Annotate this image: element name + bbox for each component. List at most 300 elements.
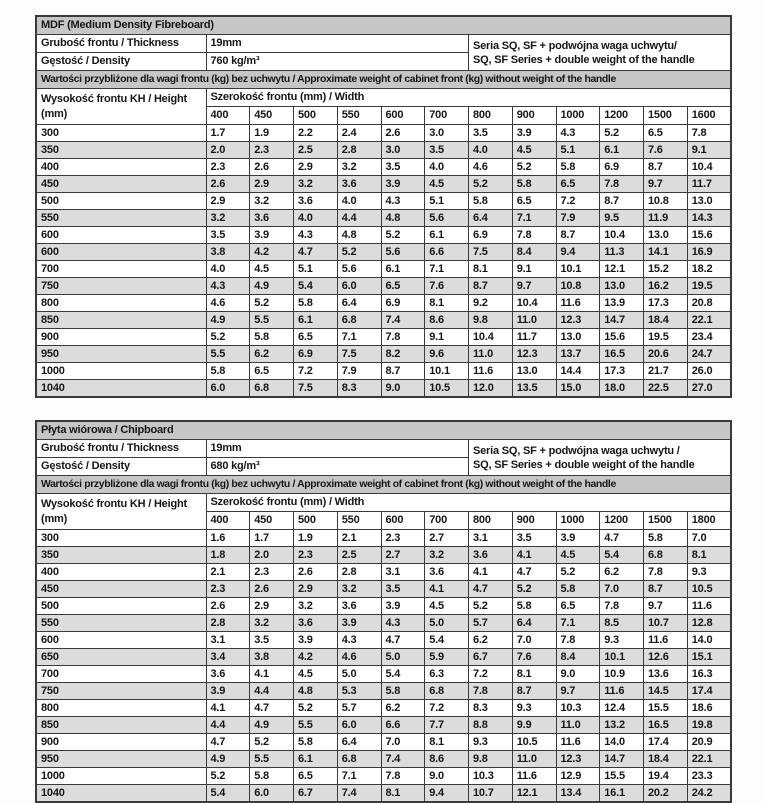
table-row	[36, 261, 731, 278]
row-height-label: 1040	[36, 380, 206, 398]
weight-cell: 22.1	[687, 312, 731, 329]
weight-cell: 12.3	[556, 312, 600, 329]
weight-cell: 13.0	[687, 193, 731, 210]
weight-cell: 6.0	[206, 380, 250, 398]
weight-cell: 7.7	[425, 717, 469, 734]
weight-cell: 4.1	[425, 581, 469, 598]
weight-cell: 7.5	[469, 244, 513, 261]
weight-cell: 11.6	[687, 598, 731, 615]
weight-cell: 21.7	[644, 363, 688, 380]
weight-cell: 6.5	[381, 278, 425, 295]
weight-cell: 4.9	[206, 312, 250, 329]
weight-cell: 10.1	[600, 649, 644, 666]
weight-cell: 5.2	[512, 581, 556, 598]
weight-cell: 12.1	[512, 785, 556, 803]
weight-cell: 6.5	[250, 363, 294, 380]
weight-cell: 6.1	[600, 142, 644, 159]
weight-cell: 11.0	[512, 312, 556, 329]
weight-cell: 8.1	[425, 295, 469, 312]
weight-cell: 3.4	[206, 649, 250, 666]
weight-cell: 10.9	[600, 666, 644, 683]
weight-cell: 6.2	[469, 632, 513, 649]
weight-cell: 2.6	[206, 176, 250, 193]
row-height-label: 300	[36, 530, 206, 547]
weight-cell: 7.1	[556, 615, 600, 632]
weight-cell: 6.9	[600, 159, 644, 176]
weight-cell: 20.8	[687, 295, 731, 312]
weight-cell: 4.7	[250, 700, 294, 717]
weight-cell: 9.2	[469, 295, 513, 312]
weight-cell: 2.0	[206, 142, 250, 159]
weight-cell: 7.0	[381, 734, 425, 751]
weight-cell: 3.8	[206, 244, 250, 261]
weight-cell: 2.5	[337, 547, 381, 564]
weight-cell: 7.1	[337, 329, 381, 346]
row-height-label: 700	[36, 666, 206, 683]
weight-cell: 5.4	[206, 785, 250, 803]
weight-cell: 9.0	[425, 768, 469, 785]
weight-cell: 10.4	[687, 159, 731, 176]
table-row	[36, 768, 731, 785]
weight-cell: 13.4	[556, 785, 600, 803]
weight-cell: 3.2	[337, 581, 381, 598]
weight-cell: 7.0	[600, 581, 644, 598]
weight-cell: 17.3	[644, 295, 688, 312]
weight-cell: 6.1	[294, 312, 338, 329]
weight-cell: 2.3	[250, 564, 294, 581]
width-column-header: 500	[294, 512, 338, 530]
weight-cell: 5.1	[294, 261, 338, 278]
weight-cell: 6.8	[250, 380, 294, 398]
weight-cell: 5.8	[294, 295, 338, 312]
row-height-label: 450	[36, 176, 206, 193]
table-row	[36, 244, 731, 261]
weight-cell: 19.8	[687, 717, 731, 734]
weight-cell: 5.5	[206, 346, 250, 363]
weight-cell: 8.5	[600, 615, 644, 632]
weight-cell: 7.8	[600, 176, 644, 193]
weight-cell: 3.1	[381, 564, 425, 581]
table-row	[36, 666, 731, 683]
weight-cell: 4.7	[206, 734, 250, 751]
weight-cell: 12.4	[600, 700, 644, 717]
weight-cell: 13.2	[600, 717, 644, 734]
weight-cell: 3.6	[250, 210, 294, 227]
weight-cell: 7.2	[294, 363, 338, 380]
width-column-header: 400	[206, 512, 250, 530]
weight-cell: 16.5	[644, 717, 688, 734]
row-height-label: 350	[36, 142, 206, 159]
width-column-header: 900	[512, 107, 556, 125]
weight-cell: 2.3	[294, 547, 338, 564]
weight-cell: 5.2	[250, 734, 294, 751]
weight-cell: 13.7	[556, 346, 600, 363]
table-row	[36, 717, 731, 734]
weight-cell: 4.7	[381, 632, 425, 649]
weight-cell: 2.7	[381, 547, 425, 564]
weight-cell: 14.1	[644, 244, 688, 261]
weight-cell: 3.6	[337, 598, 381, 615]
row-height-label: 900	[36, 329, 206, 346]
width-column-header: 550	[337, 512, 381, 530]
row-height-label: 750	[36, 683, 206, 700]
weight-cell: 6.0	[250, 785, 294, 803]
weight-cell: 2.1	[337, 530, 381, 547]
weight-cell: 5.2	[206, 329, 250, 346]
series-note-line2: SQ, SF Series + double weight of the handle	[473, 458, 695, 471]
weight-cell: 4.3	[337, 632, 381, 649]
weight-cell: 5.4	[294, 278, 338, 295]
weight-cell: 4.0	[337, 193, 381, 210]
width-column-header: 1500	[644, 512, 688, 530]
weight-cell: 10.5	[425, 380, 469, 398]
weight-cell: 7.4	[337, 785, 381, 803]
weight-cell: 7.1	[337, 768, 381, 785]
height-unit: (mm)	[41, 512, 68, 525]
weight-cell: 1.9	[294, 530, 338, 547]
weight-cell: 13.5	[512, 380, 556, 398]
width-column-header: 700	[425, 512, 469, 530]
row-height-label: 1000	[36, 363, 206, 380]
weight-cell: 2.4	[337, 125, 381, 142]
weight-cell: 8.1	[469, 261, 513, 278]
weight-cell: 4.4	[206, 717, 250, 734]
weight-cell: 3.5	[512, 530, 556, 547]
width-column-header: 1000	[556, 512, 600, 530]
weight-cell: 12.0	[469, 380, 513, 398]
weight-cell: 10.7	[644, 615, 688, 632]
weight-cell: 3.8	[250, 649, 294, 666]
table-row	[36, 363, 731, 380]
weight-cell: 14.7	[600, 312, 644, 329]
table-chipboard	[35, 420, 732, 803]
weight-cell: 6.4	[337, 295, 381, 312]
series-note	[469, 35, 732, 71]
weight-cell: 9.3	[512, 700, 556, 717]
width-column-header: 1000	[556, 107, 600, 125]
weight-cell: 6.1	[425, 227, 469, 244]
weight-cell: 3.6	[294, 615, 338, 632]
weight-cell: 11.6	[469, 363, 513, 380]
weight-cell: 4.0	[294, 210, 338, 227]
width-column-header: 900	[512, 512, 556, 530]
weight-cell: 1.7	[206, 125, 250, 142]
weight-cell: 20.2	[644, 785, 688, 803]
weight-cell: 18.2	[687, 261, 731, 278]
weight-cell: 5.2	[294, 700, 338, 717]
weight-cell: 8.1	[381, 785, 425, 803]
weight-cell: 3.9	[381, 176, 425, 193]
weight-cell: 23.4	[687, 329, 731, 346]
weight-cell: 5.1	[425, 193, 469, 210]
weight-cell: 5.2	[600, 125, 644, 142]
weight-cell: 22.1	[687, 751, 731, 768]
weight-cell: 3.9	[250, 227, 294, 244]
series-note-line1: Seria SQ, SF + podwójna waga uchwytu/	[473, 39, 677, 52]
thickness-value: 19mm	[206, 440, 469, 458]
weight-cell: 6.8	[337, 751, 381, 768]
table-row	[36, 278, 731, 295]
weight-cell: 5.0	[381, 649, 425, 666]
weight-cell: 15.6	[687, 227, 731, 244]
weight-cell: 6.4	[512, 615, 556, 632]
weight-cell: 5.6	[381, 244, 425, 261]
row-height-label: 350	[36, 547, 206, 564]
weight-cell: 4.8	[337, 227, 381, 244]
weight-cell: 3.0	[425, 125, 469, 142]
table-row	[36, 494, 731, 512]
weight-cell: 15.6	[600, 329, 644, 346]
weight-cell: 4.1	[250, 666, 294, 683]
weight-cell: 10.1	[556, 261, 600, 278]
weight-cell: 7.1	[425, 261, 469, 278]
weight-cell: 6.1	[381, 261, 425, 278]
weight-cell: 13.0	[600, 278, 644, 295]
weight-cell: 18.4	[644, 312, 688, 329]
table-row	[36, 312, 731, 329]
table-row	[36, 683, 731, 700]
weight-cell: 10.3	[556, 700, 600, 717]
weight-cell: 9.0	[381, 380, 425, 398]
table-row	[36, 380, 731, 398]
weight-cell: 4.5	[425, 176, 469, 193]
table-row	[36, 598, 731, 615]
weight-cell: 3.5	[425, 142, 469, 159]
table-row	[36, 71, 731, 89]
weight-cell: 2.8	[337, 142, 381, 159]
weight-cell: 18.0	[600, 380, 644, 398]
weight-cell: 13.6	[644, 666, 688, 683]
width-column-header: 500	[294, 107, 338, 125]
row-height-label: 400	[36, 159, 206, 176]
weight-cell: 9.9	[512, 717, 556, 734]
weight-cell: 6.7	[294, 785, 338, 803]
weight-cell: 4.4	[337, 210, 381, 227]
height-column-header	[36, 494, 206, 530]
width-header: Szerokość frontu (mm) / Width	[206, 89, 731, 107]
weight-cell: 4.3	[206, 278, 250, 295]
weight-cell: 8.7	[644, 159, 688, 176]
weight-cell: 4.6	[206, 295, 250, 312]
density-label: Gęstość / Density	[36, 53, 206, 71]
weight-cell: 14.7	[600, 751, 644, 768]
weight-cell: 2.3	[381, 530, 425, 547]
table-row	[36, 193, 731, 210]
weight-cell: 7.8	[644, 564, 688, 581]
weight-cell: 9.8	[469, 751, 513, 768]
weight-cell: 27.0	[687, 380, 731, 398]
table-row	[36, 142, 731, 159]
weight-cell: 5.5	[250, 312, 294, 329]
weight-cell: 14.3	[687, 210, 731, 227]
weight-cell: 5.3	[337, 683, 381, 700]
weight-cell: 7.2	[556, 193, 600, 210]
weight-cell: 4.5	[556, 547, 600, 564]
weight-cell: 14.4	[556, 363, 600, 380]
weight-cell: 6.3	[425, 666, 469, 683]
weight-cell: 3.9	[294, 632, 338, 649]
density-label: Gęstość / Density	[36, 458, 206, 476]
weight-cell: 8.4	[512, 244, 556, 261]
weight-cell: 9.3	[600, 632, 644, 649]
weight-cell: 17.4	[644, 734, 688, 751]
weight-cell: 7.0	[512, 632, 556, 649]
weight-cell: 5.4	[600, 547, 644, 564]
weight-cell: 1.6	[206, 530, 250, 547]
weight-cell: 15.5	[600, 768, 644, 785]
weight-cell: 6.5	[556, 176, 600, 193]
table-row	[36, 176, 731, 193]
weight-cell: 11.7	[512, 329, 556, 346]
weight-cell: 10.5	[687, 581, 731, 598]
weight-cell: 17.4	[687, 683, 731, 700]
weight-cell: 11.0	[556, 717, 600, 734]
weight-cell: 7.2	[469, 666, 513, 683]
weight-cell: 19.5	[644, 329, 688, 346]
weight-cell: 3.9	[512, 125, 556, 142]
weight-cell: 20.6	[644, 346, 688, 363]
width-column-header: 1600	[687, 107, 731, 125]
width-column-header: 1800	[687, 512, 731, 530]
weight-cell: 9.1	[512, 261, 556, 278]
weight-cell: 5.2	[512, 159, 556, 176]
row-height-label: 300	[36, 125, 206, 142]
thickness-label: Grubość frontu / Thickness	[36, 35, 206, 53]
table-mdf	[35, 15, 732, 398]
weight-cell: 6.5	[556, 598, 600, 615]
table-row	[36, 649, 731, 666]
width-column-header: 800	[469, 512, 513, 530]
weight-cell: 4.8	[294, 683, 338, 700]
weight-cell: 3.2	[425, 547, 469, 564]
width-column-header: 700	[425, 107, 469, 125]
weight-cell: 17.3	[600, 363, 644, 380]
weight-cell: 2.6	[250, 581, 294, 598]
series-note	[469, 440, 732, 476]
weight-cell: 5.7	[469, 615, 513, 632]
weight-cell: 19.4	[644, 768, 688, 785]
weight-cell: 5.8	[512, 176, 556, 193]
weight-cell: 5.6	[337, 261, 381, 278]
weight-cell: 5.4	[425, 632, 469, 649]
table-row	[36, 476, 731, 494]
weight-cell: 11.3	[600, 244, 644, 261]
weight-cell: 15.5	[644, 700, 688, 717]
height-unit: (mm)	[41, 107, 68, 120]
weight-cell: 13.0	[556, 329, 600, 346]
weight-cell: 5.5	[250, 751, 294, 768]
table-row	[36, 547, 731, 564]
thickness-label: Grubość frontu / Thickness	[36, 440, 206, 458]
weight-cell: 11.7	[687, 176, 731, 193]
weight-cell: 5.7	[337, 700, 381, 717]
row-height-label: 800	[36, 700, 206, 717]
weight-cell: 11.6	[644, 632, 688, 649]
weight-cell: 9.8	[469, 312, 513, 329]
weight-cell: 9.5	[600, 210, 644, 227]
weight-cell: 5.9	[425, 649, 469, 666]
weight-cell: 7.4	[381, 312, 425, 329]
weight-cell: 12.8	[687, 615, 731, 632]
weight-cell: 7.1	[512, 210, 556, 227]
weight-cell: 18.4	[644, 751, 688, 768]
weight-cell: 2.3	[206, 581, 250, 598]
weight-cell: 3.5	[469, 125, 513, 142]
weight-cell: 2.6	[250, 159, 294, 176]
width-column-header: 1200	[600, 107, 644, 125]
weight-cell: 2.5	[294, 142, 338, 159]
weight-cell: 13.0	[644, 227, 688, 244]
row-height-label: 800	[36, 295, 206, 312]
weight-cell: 5.2	[381, 227, 425, 244]
weight-cell: 6.8	[337, 312, 381, 329]
row-height-label: 900	[36, 734, 206, 751]
weight-cell: 7.8	[687, 125, 731, 142]
weight-cell: 20.9	[687, 734, 731, 751]
table-row	[36, 632, 731, 649]
table-row	[36, 295, 731, 312]
weight-cell: 12.1	[600, 261, 644, 278]
series-note-line2: SQ, SF Series + double weight of the handle	[473, 53, 695, 66]
weight-cell: 3.6	[469, 547, 513, 564]
table-row	[36, 227, 731, 244]
weight-cell: 2.9	[206, 193, 250, 210]
weight-cell: 5.1	[556, 142, 600, 159]
row-height-label: 450	[36, 581, 206, 598]
weight-cell: 8.7	[556, 227, 600, 244]
weight-cell: 5.0	[425, 615, 469, 632]
weight-cell: 10.4	[469, 329, 513, 346]
weight-cell: 4.5	[294, 666, 338, 683]
weight-cell: 3.6	[294, 193, 338, 210]
weight-cell: 9.7	[556, 683, 600, 700]
weight-cell: 10.4	[512, 295, 556, 312]
weight-cell: 9.4	[556, 244, 600, 261]
width-column-header: 800	[469, 107, 513, 125]
weight-cell: 2.6	[381, 125, 425, 142]
weight-cell: 4.5	[425, 598, 469, 615]
weight-cell: 3.9	[556, 530, 600, 547]
row-height-label: 1000	[36, 768, 206, 785]
weight-cell: 7.0	[687, 530, 731, 547]
weight-cell: 2.2	[294, 125, 338, 142]
weight-cell: 8.7	[644, 581, 688, 598]
weight-cell: 5.8	[206, 363, 250, 380]
weight-cell: 7.6	[644, 142, 688, 159]
weight-cell: 6.5	[644, 125, 688, 142]
weight-cell: 10.5	[512, 734, 556, 751]
weight-cell: 9.1	[425, 329, 469, 346]
weight-cell: 7.8	[469, 683, 513, 700]
weight-cell: 7.6	[512, 649, 556, 666]
row-height-label: 850	[36, 312, 206, 329]
weight-cell: 4.0	[425, 159, 469, 176]
weight-cell: 3.2	[250, 615, 294, 632]
weight-cell: 5.8	[469, 193, 513, 210]
weight-cell: 8.2	[381, 346, 425, 363]
weight-cell: 15.2	[644, 261, 688, 278]
weight-cell: 23.3	[687, 768, 731, 785]
density-value: 680 kg/m³	[206, 458, 469, 476]
weight-cell: 8.1	[512, 666, 556, 683]
row-height-label: 500	[36, 193, 206, 210]
width-column-header: 550	[337, 107, 381, 125]
row-height-label: 500	[36, 598, 206, 615]
weight-cell: 5.6	[425, 210, 469, 227]
weight-cell: 3.6	[425, 564, 469, 581]
weight-cell: 9.0	[556, 666, 600, 683]
row-height-label: 850	[36, 717, 206, 734]
